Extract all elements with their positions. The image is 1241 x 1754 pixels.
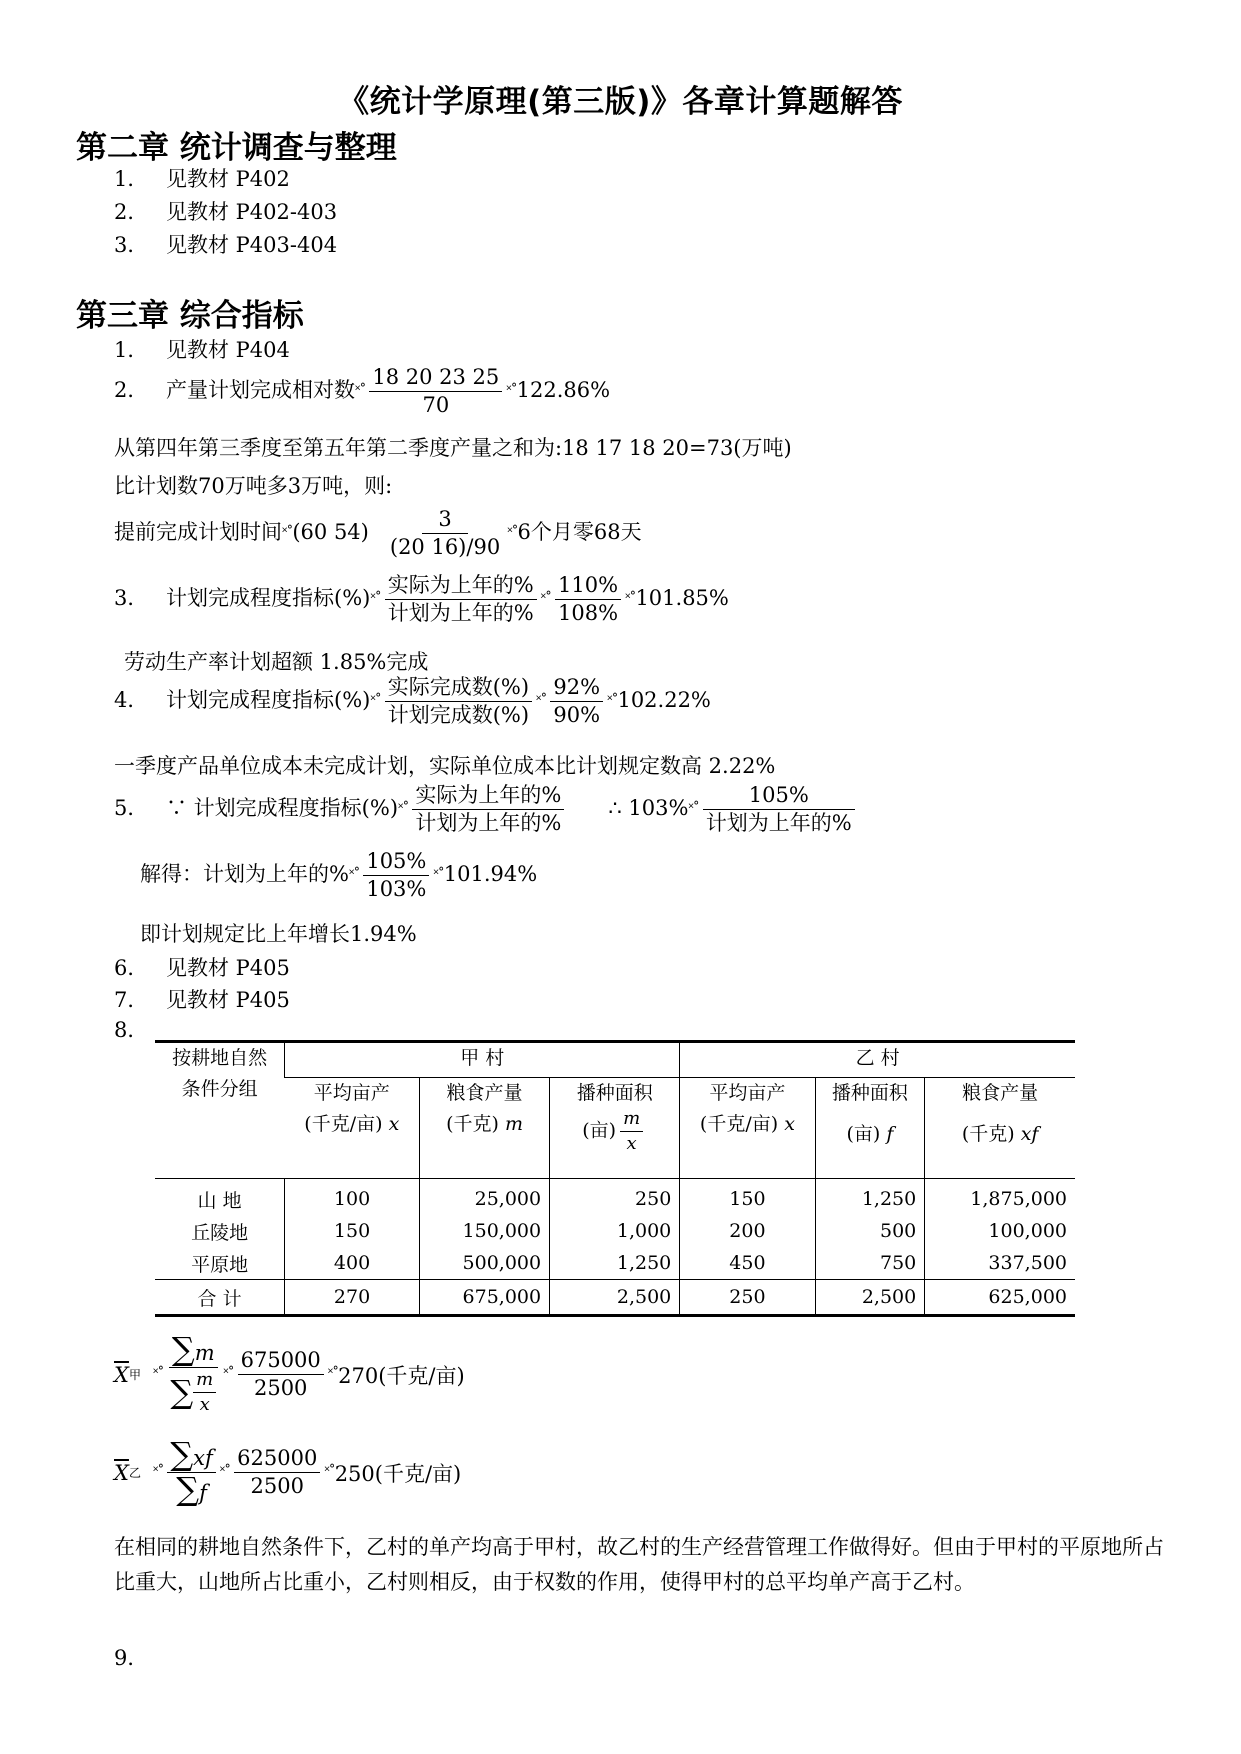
col-line1: 平均亩产	[709, 1082, 786, 1104]
denominator: 计划为上年的%	[387, 601, 534, 626]
q2-label: 产量计划完成相对数	[166, 378, 355, 403]
ch2-item-2	[114, 196, 337, 226]
village-a-header: 甲 村	[285, 1042, 680, 1078]
col-a-yield	[285, 1078, 420, 1179]
table-cell: 100	[285, 1179, 420, 1216]
table-cell: 1,250	[815, 1179, 925, 1216]
mean-b-sigma-fraction: $\frac{\sum xf}{\sum f}$	[167, 1440, 215, 1505]
numerator: 105%	[363, 850, 429, 876]
denominator: (20 16)/90	[389, 535, 501, 560]
equals-symbol: ˟˚	[282, 525, 293, 542]
table-cell: 150	[285, 1215, 420, 1247]
denominator: 计划完成数(%)	[387, 703, 530, 728]
row-category: 丘陵地	[191, 1221, 249, 1244]
table-row	[155, 1247, 1075, 1280]
table-cell: 500,000	[419, 1247, 549, 1280]
item-number: 2．	[114, 378, 149, 403]
item-text: 见教材 P404	[166, 338, 290, 362]
equals-symbol: ˟˚	[370, 693, 381, 710]
equals-symbol: ˟˚	[398, 801, 409, 818]
table-cell: 150,000	[419, 1215, 549, 1247]
q3-note: 劳动生产率计划超额 1.85%完成	[124, 650, 429, 674]
table-cell: 1,000	[550, 1215, 680, 1247]
row-category: 平原地	[191, 1253, 249, 1276]
item-number: 7．	[114, 988, 149, 1012]
document-title: 《统计学原理(第三版)》各章计算题解答	[338, 84, 903, 120]
equals-symbol: ˟˚	[433, 867, 444, 884]
col-line2: (千克)	[446, 1113, 499, 1135]
numerator: 110%	[555, 574, 621, 600]
col-line1: 播种面积	[576, 1082, 653, 1104]
mean-b-value-fraction	[234, 1447, 320, 1498]
ch3-item-1	[114, 334, 290, 364]
q5-therefore: ∴ 103%	[608, 796, 689, 821]
col-b-yield	[680, 1078, 815, 1179]
q2-formula	[114, 366, 610, 417]
denominator: 2500	[250, 1474, 304, 1499]
denominator: 108%	[558, 601, 619, 626]
ch3-item-9	[114, 1642, 166, 1672]
col-a-area	[550, 1078, 680, 1179]
col-line1: 播种面积	[831, 1082, 908, 1104]
q3-result: 101.85%	[635, 586, 729, 611]
col-var: f	[886, 1123, 894, 1145]
q3-fraction-1	[385, 574, 537, 625]
table-cell: 150	[680, 1179, 815, 1216]
equals-symbol: ˟˚	[348, 867, 360, 884]
item-text: 见教材 P405	[166, 988, 290, 1012]
denominator: 103%	[366, 877, 427, 902]
numerator: 105%	[703, 784, 855, 810]
village-b-header: 乙 村	[680, 1042, 1075, 1078]
numerator: 3	[422, 508, 467, 534]
col-var-fraction: $\frac{m}{x}$	[620, 1109, 643, 1154]
table-header-row	[155, 1042, 1075, 1078]
item-number: 1．	[114, 338, 149, 362]
q4-fraction-1	[385, 676, 532, 727]
q2-sum-line: 从第四年第三季度至第五年第二季度产量之和为:18 17 18 20=73(万吨)	[114, 436, 792, 460]
q2-compare-line: 比计划数70万吨多3万吨，则:	[114, 474, 393, 498]
q4-fraction-2	[550, 676, 603, 727]
mean-subscript: 乙	[128, 1466, 141, 1481]
equals-symbol: ˟˚	[625, 591, 636, 608]
table-cell: 337,500	[925, 1247, 1075, 1280]
row-category: 山 地	[197, 1189, 242, 1212]
item-number: 1．	[114, 167, 149, 191]
col-var: m	[504, 1113, 523, 1135]
q3-formula	[114, 574, 729, 625]
col-line1: 粮食产量	[446, 1082, 523, 1104]
mean-a-formula	[114, 1330, 465, 1415]
denominator: 计划为上年的%	[705, 811, 852, 836]
col-line2: (千克/亩)	[304, 1113, 383, 1135]
q5-fraction-3	[363, 850, 429, 901]
numerator: 实际完成数(%)	[385, 676, 532, 702]
numerator: 实际为上年的%	[385, 574, 537, 600]
item-number: 2．	[114, 200, 149, 224]
chapter-2-heading: 第二章 统计调查与整理	[76, 130, 397, 166]
equals-symbol: ˟˚	[324, 1464, 335, 1481]
table-cell: 270	[285, 1280, 420, 1316]
table-cell: 400	[285, 1247, 420, 1280]
table-cell: 450	[680, 1247, 815, 1280]
equals-symbol: ˟˚	[507, 525, 518, 542]
equals-symbol: ˟˚	[355, 383, 366, 400]
mean-b-result: 250(千克/亩)	[334, 1461, 462, 1486]
item-number: 5．	[114, 796, 149, 821]
table-cell: 25,000	[419, 1179, 549, 1216]
col-line1: 平均亩产	[313, 1082, 390, 1104]
equals-symbol: ˟˚	[219, 1464, 231, 1481]
chapter-3-heading: 第三章 综合指标	[76, 298, 304, 334]
mean-a-value-fraction	[238, 1349, 324, 1400]
item-number: 4．	[114, 688, 149, 713]
equals-symbol: ˟˚	[688, 801, 699, 818]
equals-symbol: ˟˚	[607, 693, 618, 710]
table-cell: 2,500	[550, 1280, 680, 1316]
q5-solve	[140, 850, 537, 901]
item-number: 8．	[114, 1018, 149, 1042]
col-b-output	[925, 1078, 1075, 1179]
equals-symbol: ˟˚	[152, 1464, 164, 1481]
row-category: 合 计	[155, 1280, 285, 1316]
table-cell: 500	[815, 1215, 925, 1247]
q5-note: 即计划规定比上年增长1.94%	[140, 922, 417, 946]
numerator: 18 20 23 25	[369, 366, 502, 392]
item-number: 3．	[114, 586, 149, 611]
col-line2: (亩)	[582, 1119, 617, 1142]
advance-lhs: (60 54)	[292, 520, 369, 545]
q4-note: 一季度产品单位成本未完成计划，实际单位成本比计划规定数高 2.22%	[114, 754, 776, 778]
table-cell: 675,000	[419, 1280, 549, 1316]
item-number: 9．	[114, 1646, 149, 1670]
mean-a-result: 270(千克/亩)	[338, 1363, 465, 1388]
yield-table	[155, 1040, 1075, 1317]
col-line1: 粮食产量	[962, 1082, 1039, 1104]
advance-result: 6个月零68天	[517, 520, 642, 545]
table-cell: 200	[680, 1215, 815, 1247]
advance-fraction	[387, 508, 503, 559]
col-a-output	[419, 1078, 549, 1179]
col-b-area	[815, 1078, 925, 1179]
denominator: 70	[422, 393, 450, 418]
q5-formula	[114, 784, 859, 835]
equals-symbol: ˟˚	[370, 591, 381, 608]
numerator: 625000	[234, 1447, 320, 1473]
q3-fraction-2	[555, 574, 621, 625]
mean-b-formula	[114, 1435, 462, 1509]
item-text: 见教材 P402	[166, 167, 290, 191]
q5-solve-label: 解得：计划为上年的%	[140, 862, 349, 887]
item-text: 见教材 P403-404	[166, 233, 338, 257]
q5-result: 101.94%	[443, 862, 538, 887]
table-cell: 750	[815, 1247, 925, 1280]
ch3-item-6	[114, 952, 290, 982]
item-text: 见教材 P402-403	[166, 200, 338, 224]
mean-symbol: $\overline{X}$	[114, 1362, 129, 1387]
table-cell: 250	[550, 1179, 680, 1216]
mean-symbol: $\overline{X}$	[114, 1460, 129, 1485]
table-row	[155, 1179, 1075, 1216]
ch2-item-1	[114, 163, 290, 193]
col-var: xf	[1020, 1123, 1039, 1145]
q5-because: ∵ 计划完成程度指标(%)	[166, 796, 399, 821]
mean-a-sigma-fraction: ∑m ∑ $\frac{m}{x}$	[167, 1335, 219, 1415]
q8-conclusion: 在相同的耕地自然条件下，乙村的单产均高于甲村，故乙村的生产经营管理工作做得好。但由于甲村的平原地所占比重大，山地所占比重小，乙村则相反，由于权数的作用，使得甲村的总平均单产高于乙村。	[114, 1535, 1164, 1594]
ch2-item-3	[114, 229, 337, 259]
q4-formula	[114, 676, 711, 727]
table-cell: 1,875,000	[925, 1179, 1075, 1216]
q4-result: 102.22%	[617, 688, 711, 713]
equals-symbol: ˟˚	[540, 591, 552, 608]
table-cell: 2,500	[815, 1280, 925, 1316]
mean-subscript: 甲	[128, 1368, 141, 1383]
item-number: 6．	[114, 956, 149, 980]
col-line2: (千克/亩)	[699, 1113, 779, 1135]
table-cell: 250	[680, 1280, 815, 1316]
item-text: 见教材 P405	[166, 956, 290, 980]
q2-result: 122.86%	[516, 378, 611, 403]
equals-symbol: ˟˚	[536, 693, 547, 710]
equals-symbol: ˟˚	[327, 1366, 339, 1383]
advance-label: 提前完成计划时间	[114, 520, 282, 545]
ch3-item-7	[114, 984, 290, 1014]
item-number: 3．	[114, 233, 149, 257]
numerator: 675000	[238, 1349, 324, 1375]
numerator: 92%	[550, 676, 603, 702]
table-row	[155, 1215, 1075, 1247]
q2-advance-formula	[114, 508, 642, 559]
q5-fraction-2	[703, 784, 855, 835]
equals-symbol: ˟˚	[506, 383, 517, 400]
col-line2: (亩)	[846, 1123, 881, 1145]
equals-symbol: ˟˚	[152, 1366, 164, 1383]
equals-symbol: ˟˚	[223, 1366, 234, 1383]
table-cell: 1,250	[550, 1247, 680, 1280]
col-var: x	[388, 1113, 400, 1135]
denominator: 计划为上年的%	[415, 811, 562, 836]
table-subheader-row	[155, 1078, 1075, 1179]
denominator: 2500	[253, 1376, 308, 1401]
table-total-row	[155, 1280, 1075, 1316]
numerator: 实际为上年的%	[412, 784, 564, 810]
q5-fraction-1	[412, 784, 564, 835]
col-var: x	[784, 1113, 795, 1135]
group-header: 按耕地自然条件分组	[155, 1042, 285, 1179]
q3-label: 计划完成程度指标(%)	[166, 586, 371, 611]
col-line2: (千克)	[961, 1123, 1015, 1145]
q4-label: 计划完成程度指标(%)	[166, 688, 371, 713]
table-cell: 100,000	[925, 1215, 1075, 1247]
denominator: 90%	[553, 703, 601, 728]
table-cell: 625,000	[925, 1280, 1075, 1316]
q2-fraction	[369, 366, 502, 417]
